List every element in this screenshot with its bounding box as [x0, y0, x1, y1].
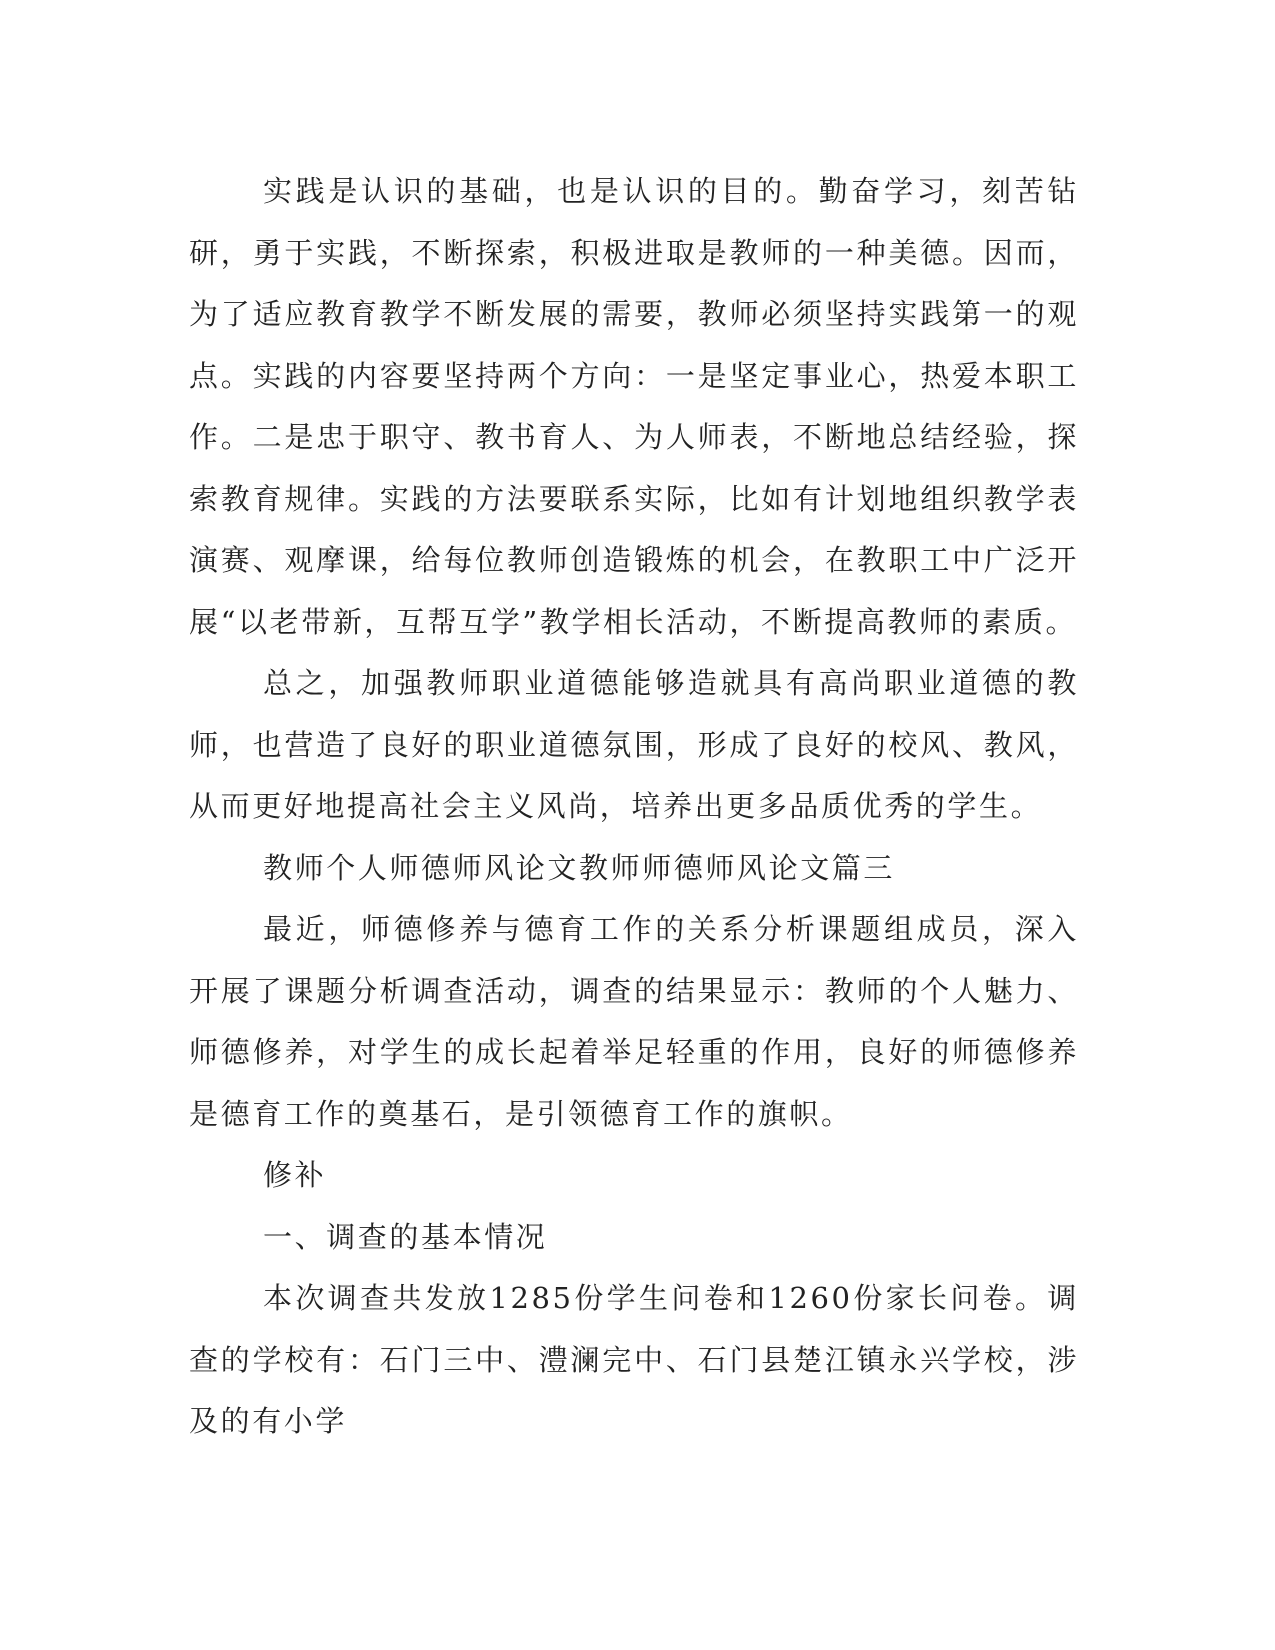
- paragraph-conclusion: 总之，加强教师职业道德能够造就具有高尚职业道德的教师，也营造了良好的职业道德氛围，形成了良好的校风、教风，从而更好地提高社会主义风尚，培养出更多品质优秀的学生。: [189, 666, 1079, 823]
- paragraph-survey-details: 本次调查共发放1285份学生问卷和1260份家长问卷。调查的学校有：石门三中、澧澜完中、石门县楚江镇永兴学校，涉及的有小学: [189, 1281, 1079, 1438]
- paragraph-survey-intro: 最近，师德修养与德育工作的关系分析课题组成员，深入开展了课题分析调查活动，调查的结果显示：教师的个人魅力、师德修养，对学生的成长起着举足轻重的作用，良好的师德修养是德育工作的奠基石，是引领德育工作的旗帜。: [189, 912, 1079, 1131]
- section-heading-part-three: 教师个人师德师风论文教师师德师风论文篇三: [263, 850, 896, 885]
- paragraph-practice: 实践是认识的基础，也是认识的目的。勤奋学习，刻苦钻研，勇于实践，不断探索，积极进取是教师的一种美德。因而，为了适应教育教学不断发展的需要，教师必须坚持实践第一的观点。实践的内容要坚持两个方向：一是坚定事业心，热爱本职工作。二是忠于职守、教书育人、为人师表，不断地总结经验，探索教育规律。实践的方法要联系实际，比如有计划地组织教学表演赛、观摩课，给每位教师创造锻炼的机会，在教职工中广泛开展“以老带新，互帮互学”教学相长活动，不断提高教师的素质。: [189, 174, 1079, 639]
- document-body: [189, 161, 1079, 1453]
- paragraph-xiubu: 修补: [263, 1158, 327, 1192]
- heading-survey-basics: 一、调查的基本情况: [263, 1219, 548, 1254]
